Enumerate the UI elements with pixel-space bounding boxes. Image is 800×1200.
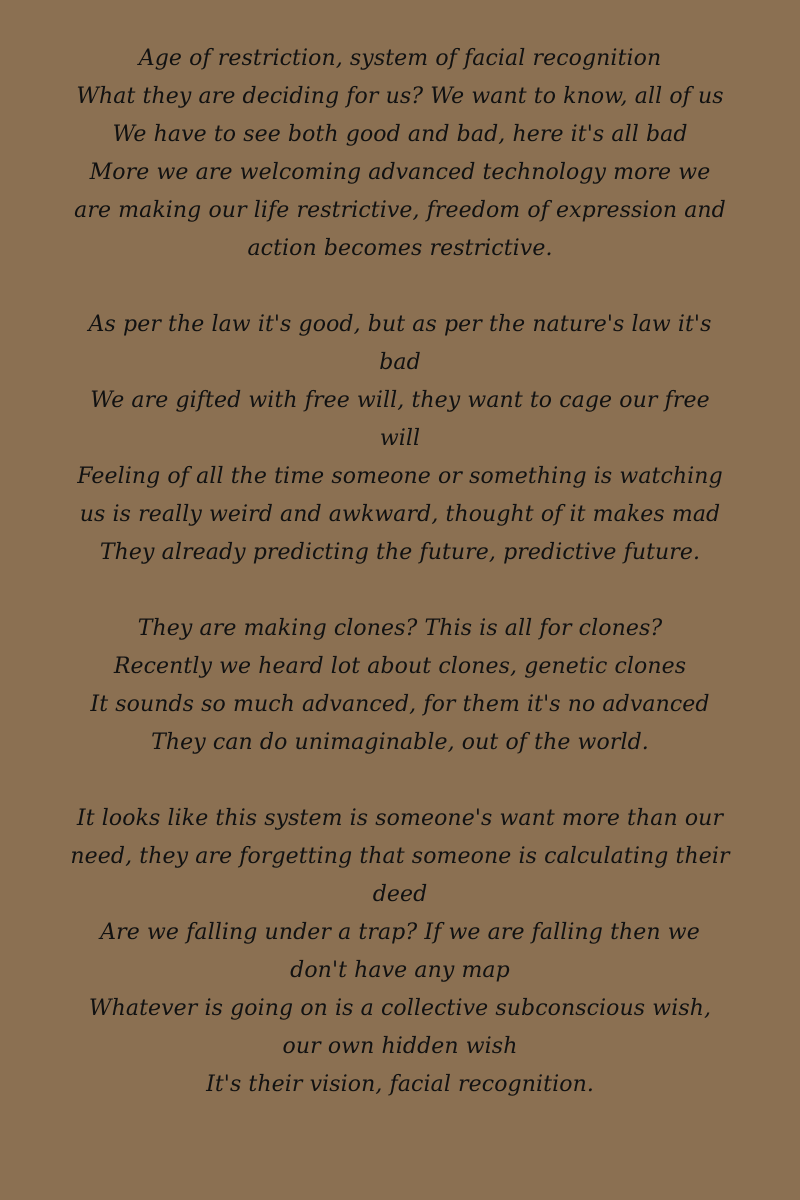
poem-line: Age of restriction, system of facial recognition [138,46,662,71]
poem-line: We are gifted with free will, they want to cage our free will [90,388,710,451]
poem-line: Recently we heard lot about clones, genetic clones [113,654,687,679]
poem-line: They can do unimaginable, out of the world. [151,730,649,755]
poem-line: Whatever is going on is a collective subconscious wish, our own hidden wish [88,996,712,1059]
poem-line: It sounds so much advanced, for them it's no advanced [90,692,710,717]
poem-line: More we are welcoming advanced technology more we are making our life restrictive, freedom of expression and action becomes restrictive. [74,160,726,261]
poem-line: We have to see both good and bad, here it's all bad [112,122,688,147]
poem-line: What they are deciding for us? We want to know, all of us [76,84,724,109]
stanza-2 [70,306,730,572]
poem-text [70,40,730,1104]
poem-line: They already predicting the future, predictive future. [99,540,701,565]
poem-line: It's their vision, facial recognition. [206,1072,594,1097]
stanza-4 [70,800,730,1104]
poem-line: Feeling of all the time someone or something is watching us is really weird and awkward, thought of it makes mad [77,464,723,527]
poem-line: They are making clones? This is all for clones? [137,616,663,641]
stanza-3 [70,610,730,762]
stanza-1 [70,40,730,268]
poem-line: As per the law it's good, but as per the nature's law it's bad [88,312,712,375]
poem-line: It looks like this system is someone's want more than our need, they are forgetting that someone is calculating their deed [70,806,730,907]
poem-line: Are we falling under a trap? If we are falling then we don't have any map [100,920,700,983]
